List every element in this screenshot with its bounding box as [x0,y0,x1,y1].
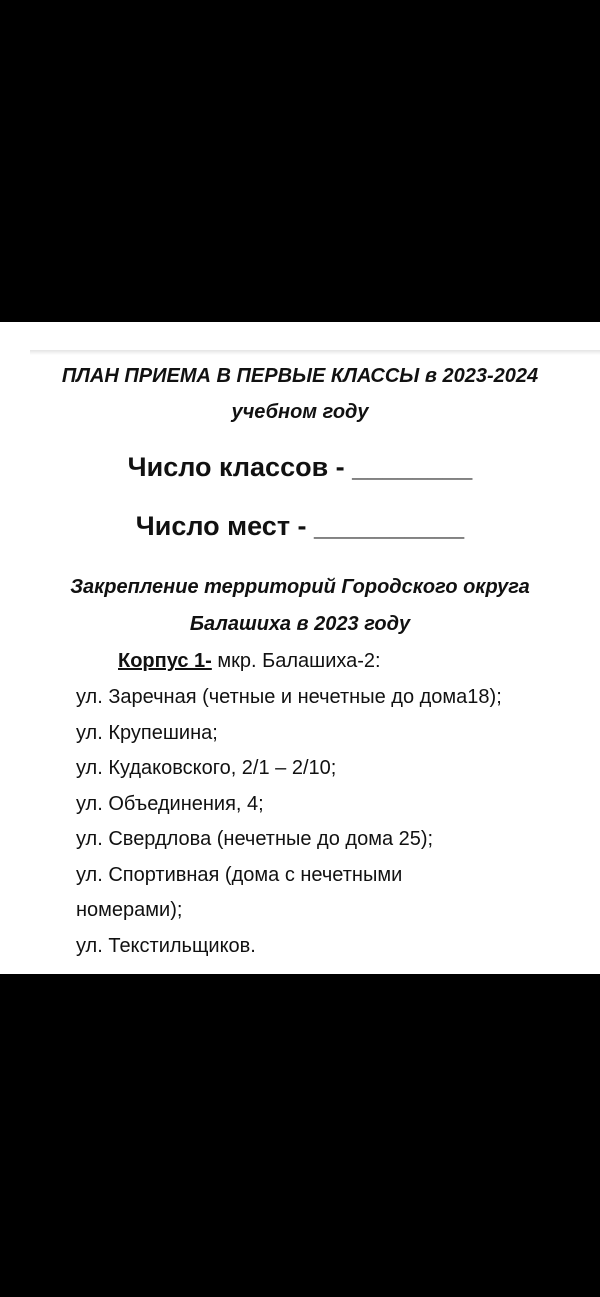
street-item: ул. Свердлова (нечетные до дома 25); [76,828,434,850]
street-item: ул. Объединения, 4; [76,792,264,815]
street-item: ул. Заречная (четные и нечетные до дома18); [76,686,502,708]
plan-title-line2: учебном году [231,401,369,423]
plan-title [0,358,600,430]
street-item: ул. Крупешина; [76,721,218,744]
street-list [76,680,586,964]
document-page [0,322,600,974]
plan-title-line1: ПЛАН ПРИЕМА В ПЕРВЫЕ КЛАССЫ в 2023-2024 [61,365,539,387]
territory-title [0,569,600,643]
territory-title-line1: Закрепление территорий Городского округа [70,576,530,598]
street-item: ул. Текстильщиков. [76,934,256,957]
page-fold-shadow [30,350,600,355]
korpus-label: Корпус 1- [118,650,212,672]
korpus-line [118,646,381,676]
places-count-line: Число мест - __________ [135,511,465,541]
street-item-continuation: номерами); [76,899,183,921]
korpus-district: мкр. Балашиха-2: [211,650,381,672]
territory-title-line2: Балашиха в 2023 году [189,613,411,635]
street-item: ул. Кудаковского, 2/1 – 2/10; [76,757,337,779]
street-item: ул. Спортивная (дома с нечетными [76,863,403,886]
classes-count-line: Число классов - ________ [127,452,473,482]
